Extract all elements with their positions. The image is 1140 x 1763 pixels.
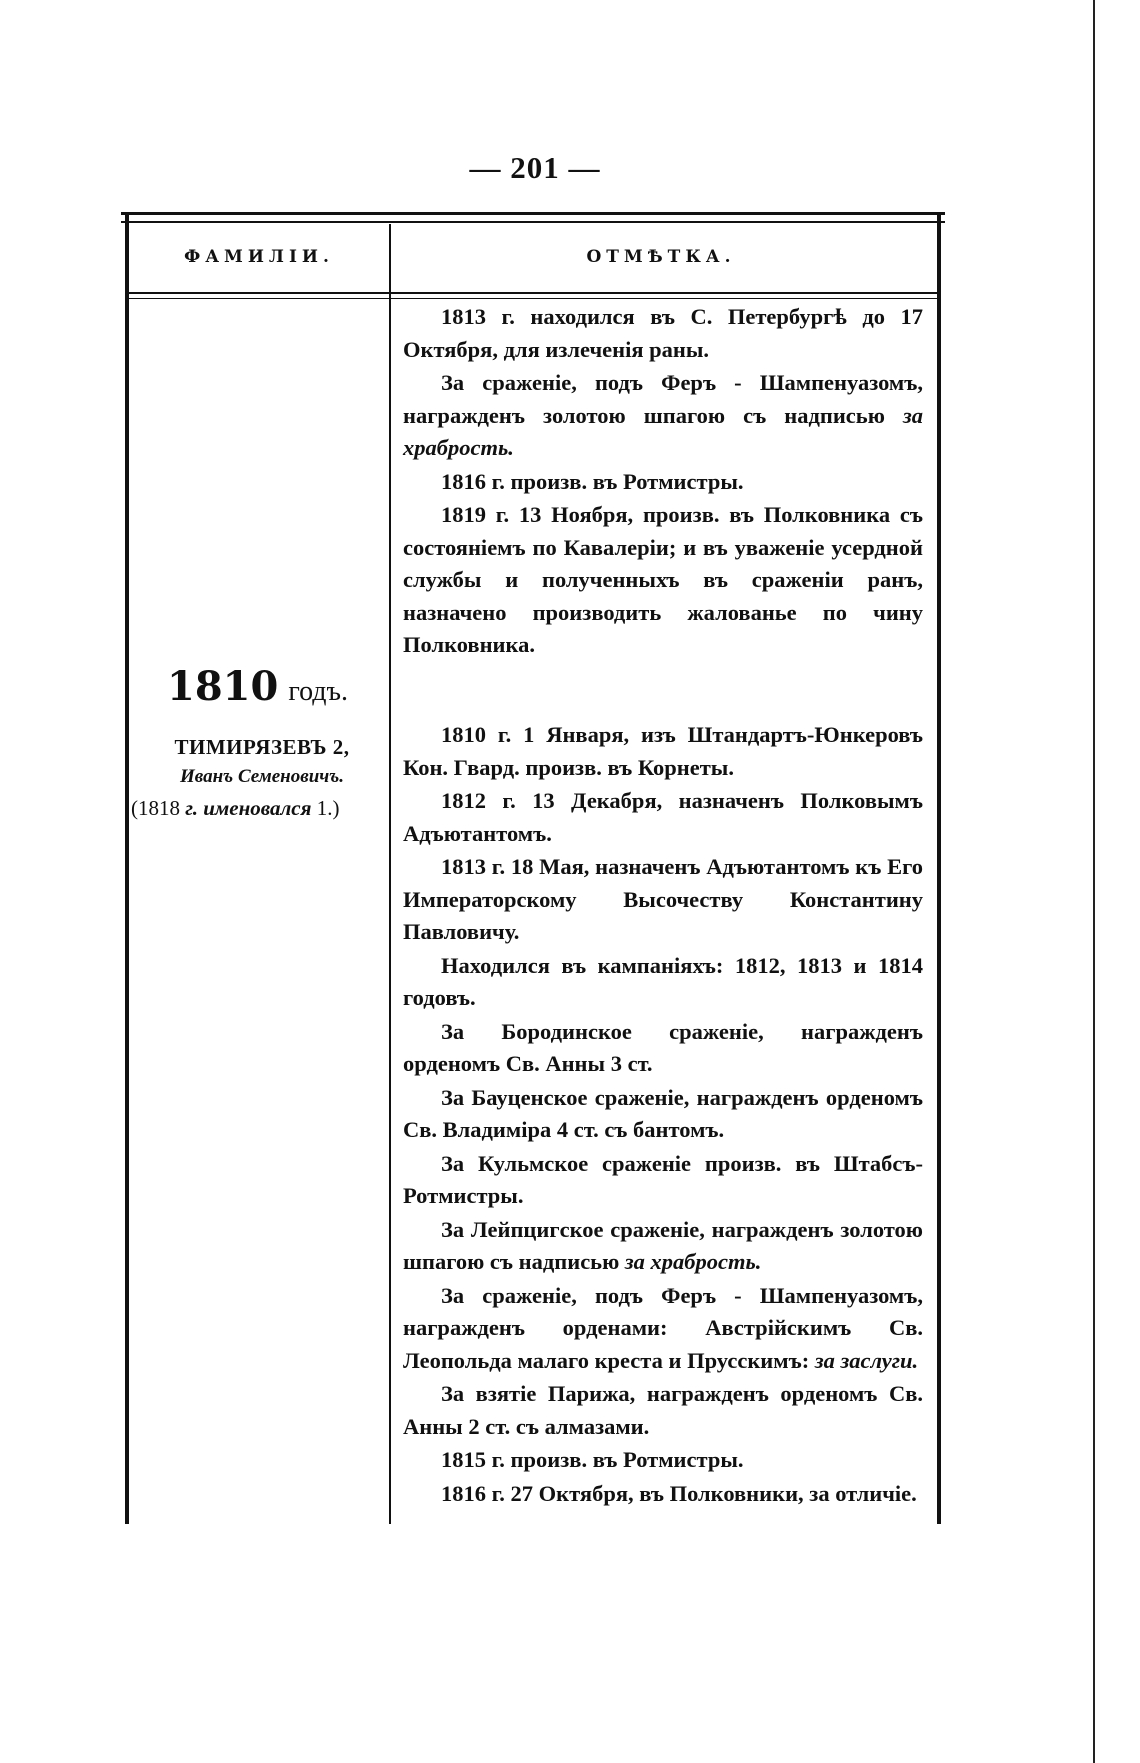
note-paragraph: 1813 г. 18 Мая, назначенъ Адъютантомъ къ Его Императорскому Высочеству Константину Павловичу.	[403, 854, 923, 944]
note-paragraph: За Кульмское сраженіе произв. въ Штабсъ-Ротмистры.	[403, 1150, 923, 1208]
person-note	[131, 796, 387, 821]
note-paragraph: 1819 г. 13 Ноября, произв. въ Полковника съ состояніемъ по Кавалеріи; и въ уваженіе усердной службы и полученныхъ въ сраженіи ранъ, назначено производить жалованье по чину Полковника.	[403, 502, 923, 657]
top-double-rule	[121, 212, 945, 223]
entry-year	[167, 664, 387, 715]
year-number: 1810	[167, 663, 279, 710]
column-header-names: ФАМИЛІИ.	[184, 247, 334, 267]
note-paragraph: 1816 г. 27 Октября, въ Полковники, за отличіе.	[441, 1480, 917, 1506]
column-header-notes: ОТМѢТКА.	[586, 247, 736, 267]
note-paragraph: За Бородинское сраженіе, награжденъ орденомъ Св. Анны 3 ст.	[403, 1018, 923, 1076]
register-table	[125, 212, 941, 1524]
note-paragraph: За взятіе Парижа, награжденъ орденомъ Св. Анны 2 ст. съ алмазами.	[403, 1381, 923, 1439]
note-paragraph: Находился въ кампаніяхъ: 1812, 1813 и 1814 годовъ.	[403, 952, 923, 1010]
note-paragraph: За Бауценское сраженіе, награжденъ орденомъ Св. Владиміра 4 ст. съ бантомъ.	[403, 1084, 923, 1142]
continuation-notes	[403, 301, 923, 663]
service-record-notes	[403, 719, 923, 1511]
note-paragraph: 1813 г. находился въ С. Петербургѣ до 17 Октября, для излеченія раны.	[403, 304, 923, 362]
note-post: 1.)	[311, 796, 340, 820]
note-paragraph: За Лейпцигское сраженіе, награжденъ золотою шпагою съ надписью за храбрость.	[403, 1216, 923, 1274]
person-given-name: Иванъ Семеновичъ.	[180, 766, 344, 787]
note-paragraph: 1816 г. произв. въ Ротмистры.	[441, 468, 744, 494]
column-divider	[389, 224, 391, 1524]
page-number: — 201 —	[469, 150, 601, 185]
year-word: годъ.	[288, 676, 349, 707]
note-paragraph: 1810 г. 1 Января, изъ Штандартъ-Юнкеровъ Кон. Гвард. произв. въ Корнеты.	[403, 722, 923, 780]
note-paragraph: 1812 г. 13 Декабря, назначенъ Полковымъ Адъютантомъ.	[403, 788, 923, 846]
note-paragraph: За сраженіе, подъ Феръ - Шампенуазомъ, награжденъ золотою шпагою съ надписью за храбрость.	[403, 370, 923, 460]
note-paragraph: За сраженіе, подъ Феръ - Шампенуазомъ, награжденъ орденами: Австрійскимъ Св. Леопольда малаго креста и Прусскимъ: за заслуги.	[403, 1282, 923, 1373]
binding-edge-line	[1093, 0, 1095, 1763]
note-pre: (1818	[131, 796, 186, 820]
note-italic: г. именовался	[185, 796, 312, 820]
person-surname: ТИМИРЯЗЕВЪ 2,	[174, 735, 350, 759]
header-rule	[129, 292, 937, 299]
person-entry	[131, 663, 387, 821]
note-paragraph: 1815 г. произв. въ Ротмистры.	[441, 1447, 744, 1472]
